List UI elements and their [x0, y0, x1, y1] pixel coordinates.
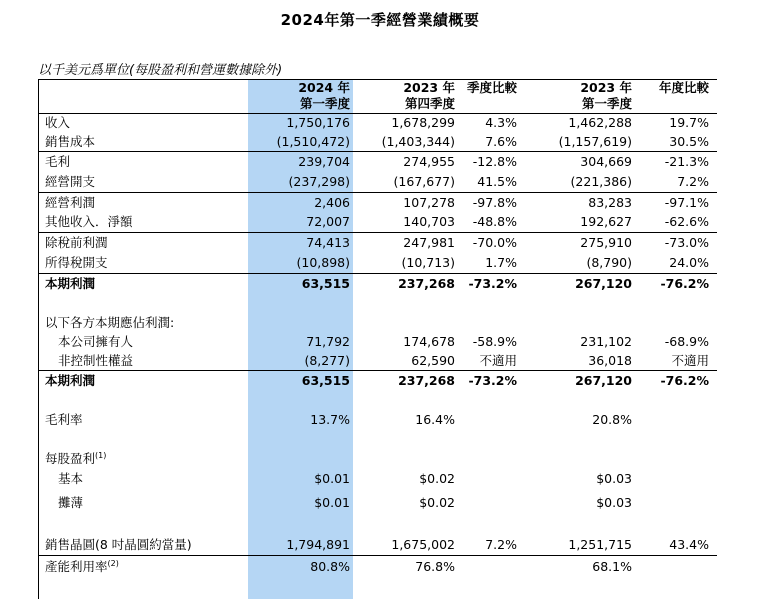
header-2023-q4-quarter: 第四季度 [404, 96, 455, 111]
utilization-label: 產能利用率 [45, 559, 108, 574]
cell-2023-q1: 267,120 [575, 373, 632, 388]
row-label: 其他收入．淨額 [45, 214, 133, 229]
cell-2023-q1: 83,283 [588, 195, 632, 210]
row-label: 本期利潤 [45, 276, 96, 291]
cell-2024-q1: 1,794,891 [286, 537, 350, 552]
page-title: 2024年第一季經營業績概要 [280, 11, 480, 29]
table-row-total [0, 275, 760, 292]
table-row [0, 213, 760, 230]
row-rule [38, 273, 717, 274]
cell-2024-q1: 239,704 [298, 154, 350, 169]
cell-2023-q4: (1,403,344) [381, 134, 455, 149]
table-row [0, 470, 760, 487]
table-row [0, 450, 760, 467]
cell-2024-q1: 63,515 [301, 276, 350, 291]
row-rule [38, 555, 717, 556]
cell-qoq: 4.3% [485, 115, 517, 130]
cell-yoy: -68.9% [664, 334, 709, 349]
cell-qoq: -48.8% [472, 214, 517, 229]
table-row [0, 558, 760, 575]
row-label: 本公司擁有人 [58, 334, 134, 349]
cell-2024-q1: 2,406 [314, 195, 350, 210]
row-label: 毛利率 [45, 412, 83, 427]
cell-qoq: -58.9% [472, 334, 517, 349]
row-label: 經營利潤 [45, 195, 96, 210]
cell-2024-q1: (8,277) [304, 353, 350, 368]
cell-2023-q1: 304,669 [580, 154, 632, 169]
cell-2024-q1: $0.01 [314, 495, 350, 510]
table-row-total [0, 372, 760, 389]
cell-qoq: -70.0% [472, 235, 517, 250]
cell-qoq: 1.7% [485, 255, 517, 270]
cell-2023-q1: 267,120 [575, 276, 632, 291]
table-row [0, 194, 760, 211]
cell-2023-q1: 192,627 [580, 214, 632, 229]
footnote-marker: (2) [107, 558, 119, 568]
cell-yoy: 19.7% [669, 115, 709, 130]
cell-2023-q1: (221,386) [570, 174, 632, 189]
row-label: 非控制性權益 [58, 353, 134, 368]
row-label: 銷售晶圓(8 吋晶圓約當量) [45, 537, 192, 552]
table-row [0, 411, 760, 428]
cell-qoq: -12.8% [472, 154, 517, 169]
cell-2023-q4: 62,590 [411, 353, 455, 368]
header-2023-q1-year: 2023 年 [580, 80, 632, 95]
row-label: 毛利 [45, 154, 71, 169]
cell-yoy: 7.2% [677, 174, 709, 189]
row-label: 銷售成本 [45, 134, 96, 149]
table-row [0, 352, 760, 369]
cell-2023-q4: 174,678 [403, 334, 455, 349]
cell-qoq: 7.2% [485, 537, 517, 552]
cell-2023-q4: 237,268 [398, 276, 455, 291]
cell-2024-q1: $0.01 [314, 471, 350, 486]
cell-qoq: -73.2% [468, 373, 517, 388]
cell-yoy: 30.5% [669, 134, 709, 149]
row-label [45, 558, 119, 575]
cell-yoy: 不適用 [671, 353, 709, 368]
row-rule [38, 192, 717, 193]
header-2023-q4 [403, 80, 455, 112]
cell-2023-q1: $0.03 [596, 495, 632, 510]
cell-yoy: -73.0% [664, 235, 709, 250]
cell-qoq: 7.6% [485, 134, 517, 149]
unit-note: 以千美元爲單位(每股盈利和營運數據除外) [38, 63, 283, 78]
cell-2023-q1: 20.8% [592, 412, 632, 427]
cell-2023-q4: 1,678,299 [391, 115, 455, 130]
cell-2023-q1: 1,251,715 [568, 537, 632, 552]
table-row [0, 314, 760, 331]
cell-yoy: 43.4% [669, 537, 709, 552]
cell-qoq: 不適用 [479, 353, 517, 368]
header-yoy: 年度比較 [658, 80, 709, 95]
row-rule [38, 151, 717, 152]
cell-2023-q1: 36,018 [588, 353, 632, 368]
row-label: 攤薄 [58, 495, 84, 510]
row-label: 所得稅開支 [45, 255, 108, 270]
cell-yoy: -76.2% [660, 373, 709, 388]
header-2024-q1 [298, 80, 350, 112]
eps-label: 每股盈利 [45, 451, 96, 466]
row-label: 基本 [58, 471, 84, 486]
cell-yoy: 24.0% [669, 255, 709, 270]
row-rule [38, 370, 717, 371]
cell-2024-q1: 63,515 [301, 373, 350, 388]
cell-2023-q4: 247,981 [403, 235, 455, 250]
cell-2024-q1: 13.7% [310, 412, 350, 427]
header-qoq: 季度比較 [466, 80, 517, 95]
cell-2023-q1: (8,790) [586, 255, 632, 270]
cell-qoq: -73.2% [468, 276, 517, 291]
cell-2024-q1: 1,750,176 [286, 115, 350, 130]
cell-2024-q1: 74,413 [306, 235, 350, 250]
cell-2024-q1: 72,007 [306, 214, 350, 229]
cell-2023-q4: 140,703 [403, 214, 455, 229]
cell-2023-q1: (1,157,619) [558, 134, 632, 149]
cell-2024-q1: 71,792 [306, 334, 350, 349]
cell-2023-q1: 1,462,288 [568, 115, 632, 130]
cell-2023-q4: $0.02 [419, 471, 455, 486]
row-label: 除稅前利潤 [45, 235, 108, 250]
row-label: 收入 [45, 115, 71, 130]
cell-2023-q1: 275,910 [580, 235, 632, 250]
cell-2024-q1: (237,298) [288, 174, 350, 189]
table-row [0, 494, 760, 511]
row-label: 以下各方本期應佔利潤: [45, 315, 175, 330]
header-2023-q1 [580, 80, 632, 112]
table-row [0, 536, 760, 553]
cell-2023-q4: (10,713) [401, 255, 455, 270]
table-row [0, 114, 760, 131]
table-row [0, 234, 760, 251]
cell-2023-q4: 237,268 [398, 373, 455, 388]
cell-2023-q4: 107,278 [403, 195, 455, 210]
cell-qoq: -97.8% [472, 195, 517, 210]
header-2023-q4-year: 2023 年 [403, 80, 455, 95]
row-label: 本期利潤 [45, 373, 96, 388]
cell-2023-q4: 274,955 [403, 154, 455, 169]
cell-2023-q1: 68.1% [592, 559, 632, 574]
cell-2024-q1: (10,898) [296, 255, 350, 270]
table-row [0, 133, 760, 150]
table-row [0, 173, 760, 190]
header-2024-q1-year: 2024 年 [298, 80, 350, 95]
cell-2023-q4: (167,677) [393, 174, 455, 189]
header-2023-q1-quarter: 第一季度 [581, 96, 632, 111]
cell-2024-q1: 80.8% [310, 559, 350, 574]
cell-yoy: -21.3% [664, 154, 709, 169]
cell-2023-q4: 76.8% [415, 559, 455, 574]
cell-qoq: 41.5% [477, 174, 517, 189]
cell-yoy: -62.6% [664, 214, 709, 229]
row-label: 經營開支 [45, 174, 96, 189]
cell-2024-q1: (1,510,472) [276, 134, 350, 149]
row-rule [38, 232, 717, 233]
header-2024-q1-quarter: 第一季度 [299, 96, 350, 111]
cell-2023-q4: 1,675,002 [391, 537, 455, 552]
footnote-marker: (1) [95, 450, 107, 460]
row-label [45, 450, 106, 467]
cell-yoy: -76.2% [660, 276, 709, 291]
table-row [0, 333, 760, 350]
cell-2023-q1: $0.03 [596, 471, 632, 486]
cell-yoy: -97.1% [664, 195, 709, 210]
table-row [0, 153, 760, 170]
cell-2023-q1: 231,102 [580, 334, 632, 349]
top-rule [38, 79, 717, 80]
cell-2023-q4: 16.4% [415, 412, 455, 427]
table-row [0, 254, 760, 271]
cell-2023-q4: $0.02 [419, 495, 455, 510]
